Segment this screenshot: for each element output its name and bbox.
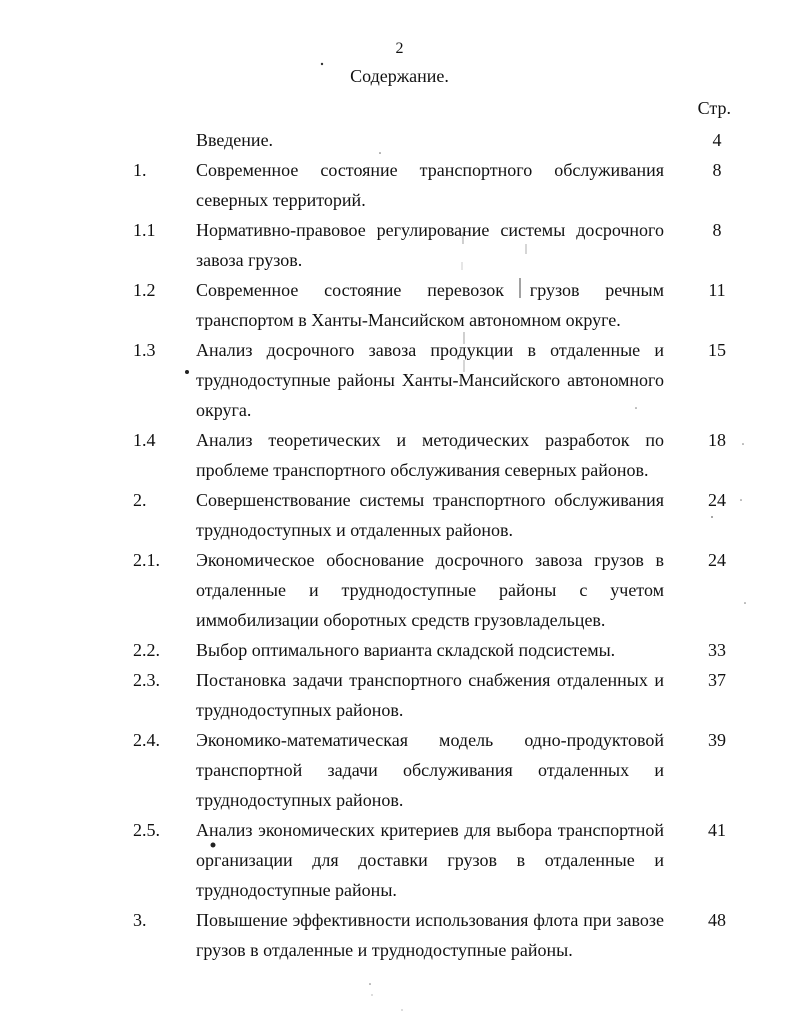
entry-page: 15	[708, 340, 726, 360]
entry-page: 18	[708, 430, 726, 450]
entry-number: 2.4.	[133, 730, 160, 750]
entry-number: 2.	[133, 490, 147, 510]
toc-entry	[0, 125, 799, 155]
entry-number: 1.	[133, 160, 147, 180]
entry-title: Повышение эффективности использования флота при завозе грузов в отдаленные и труднодоступные районы.	[196, 910, 664, 960]
entry-title: Постановка задачи транспортного снабжения отдаленных и труднодоступных районов.	[196, 670, 664, 720]
entry-number: 1.3	[133, 340, 156, 360]
toc-entry	[0, 215, 799, 275]
page-column-header: Стр.	[697, 98, 731, 118]
scan-speck	[321, 63, 323, 65]
entry-number: 2.1.	[133, 550, 160, 570]
entry-title: Выбор оптимального варианта складской подсистемы.	[196, 640, 616, 660]
entry-page: 37	[708, 670, 726, 690]
entry-page: 39	[708, 730, 726, 750]
entry-number: 3.	[133, 910, 147, 930]
entry-page: 24	[708, 490, 726, 510]
entry-title: Анализ досрочного завоза продукции в отдаленные и труднодоступные районы Ханты-Мансийского автономного округа.	[196, 340, 664, 420]
toc-entry	[0, 725, 799, 815]
toc-entry	[0, 905, 799, 965]
page-number: 2	[395, 40, 404, 57]
entry-title: Экономико-математическая модель одно-продуктовой транспортной задачи обслуживания отдаленных и труднодоступных районов.	[196, 730, 664, 810]
entry-title: Совершенствование системы транспортного обслуживания труднодоступных и отдаленных районов.	[196, 490, 664, 540]
scan-speck	[401, 1009, 402, 1010]
scan-speck	[369, 983, 371, 985]
entry-page: 4	[712, 130, 722, 150]
entry-title: Экономическое обоснование досрочного завоза грузов в отдаленные и труднодоступные районы с учетом иммобилизации оборотных средств грузовладельцев.	[196, 550, 664, 630]
table-of-contents	[0, 125, 799, 965]
toc-entry	[0, 635, 799, 665]
toc-entry	[0, 335, 799, 425]
entry-page: 48	[708, 910, 726, 930]
entry-page: 24	[708, 550, 726, 570]
entry-number: 1.4	[133, 430, 156, 450]
toc-entry	[0, 545, 799, 635]
entry-title: Современное состояние транспортного обслуживания северных территорий.	[196, 160, 664, 210]
entry-page: 41	[708, 820, 726, 840]
toc-entry	[0, 815, 799, 905]
scan-speck	[371, 994, 372, 995]
entry-title: Анализ теоретических и методических разработок по проблеме транспортного обслуживания северных районов.	[196, 430, 664, 480]
toc-entry	[0, 485, 799, 545]
entry-title: Нормативно-правовое регулирование системы досрочного завоза грузов.	[196, 220, 664, 270]
entry-number: 1.2	[133, 280, 156, 300]
entry-page: 8	[712, 160, 722, 180]
entry-page: 8	[712, 220, 722, 240]
toc-entry	[0, 275, 799, 335]
page-title: Содержание.	[350, 66, 449, 86]
entry-number: 2.2.	[133, 640, 160, 660]
toc-entry	[0, 155, 799, 215]
entry-number: 1.1	[133, 220, 156, 240]
entry-title: Современное состояние перевозок грузов речным транспортом в Ханты-Мансийском автономном округе.	[196, 280, 664, 330]
entry-title: Анализ экономических критериев для выбора транспортной организации для доставки грузов в отдаленные и труднодоступные районы.	[196, 820, 664, 900]
entry-number: 2.5.	[133, 820, 160, 840]
toc-entry	[0, 425, 799, 485]
entry-page: 33	[708, 640, 726, 660]
entry-number: 2.3.	[133, 670, 160, 690]
entry-page: 11	[708, 280, 726, 300]
toc-entry	[0, 665, 799, 725]
entry-title: Введение.	[196, 130, 274, 150]
